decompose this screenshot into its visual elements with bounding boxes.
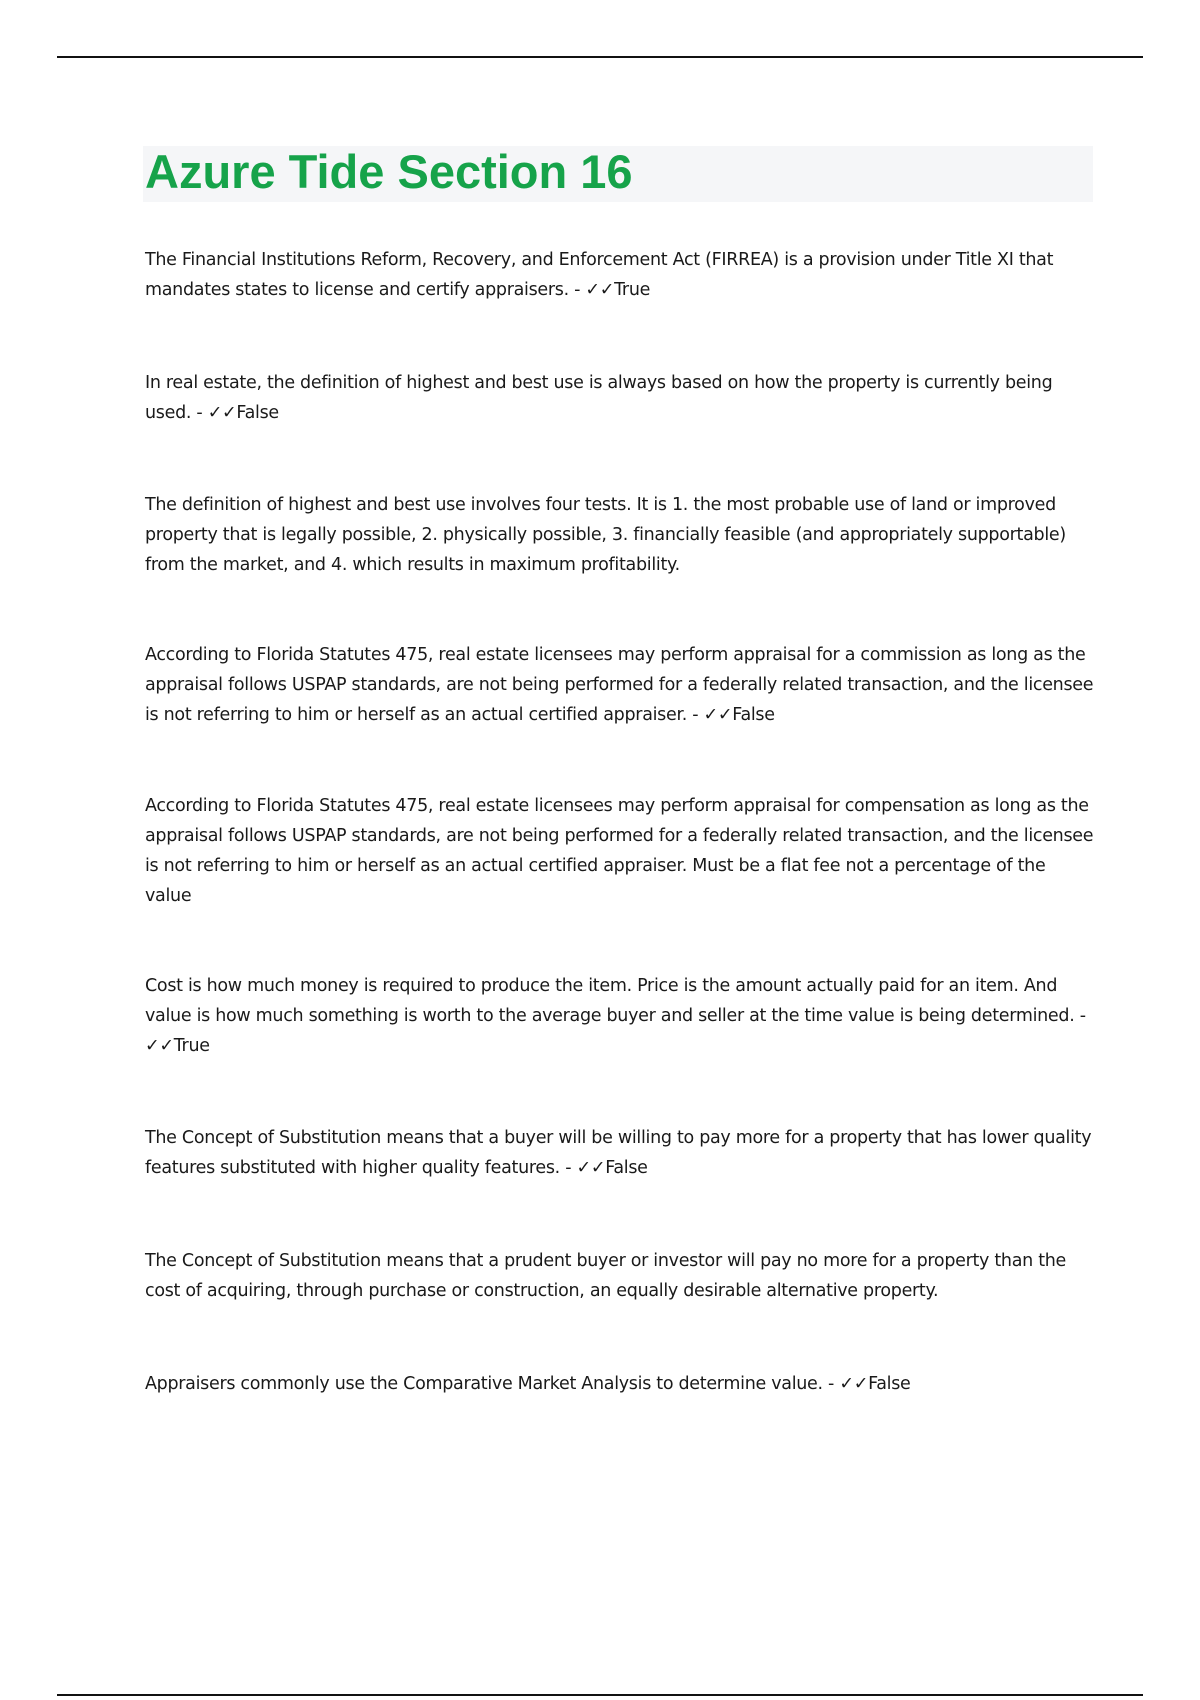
qa-question: Cost is how much money is required to produce the item. Price is the amount actually paid for an item. And value is how much something is worth to the average buyer and seller at the time value is being determined. bbox=[145, 976, 1075, 1026]
qa-question: According to Florida Statutes 475, real estate licensees may perform appraisal for compensation as long as the appraisal follows USPAP standards, are not being performed for a federally related transaction, and the licensee is not referring to him or herself as an actual certified appraiser. Must be a flat fee not a percentage of the value bbox=[145, 796, 1094, 906]
qa-question: The Financial Institutions Reform, Recovery, and Enforcement Act (FIRREA) is a provision under Title XI that mandates states to license and certify appraisers. bbox=[145, 250, 1054, 300]
qa-entry-1 bbox=[145, 245, 1095, 305]
qa-question: The Concept of Substitution means that a prudent buyer or investor will pay no more for a property than the cost of acquiring, through purchase or construction, an equally desirable alternative property. bbox=[145, 1251, 1067, 1301]
qa-answer: - ✓✓False bbox=[559, 1158, 648, 1178]
page-title: Azure Tide Section 16 bbox=[145, 145, 633, 198]
qa-entry-9 bbox=[145, 1369, 1095, 1399]
qa-entry-6 bbox=[145, 971, 1095, 1061]
qa-entry-8 bbox=[145, 1246, 1095, 1306]
qa-answer: - ✓✓False bbox=[191, 403, 279, 423]
qa-question: According to Florida Statutes 475, real estate licensees may perform appraisal for a commission as long as the appraisal follows USPAP standards, are not being performed for a federally related transaction, and the licensee is not referring to him or herself as an actual certified appraiser. bbox=[145, 645, 1094, 725]
qa-answer: - ✓✓False bbox=[687, 705, 775, 725]
qa-question: The definition of highest and best use involves four tests. It is 1. the most probable use of land or improved property that is legally possible, 2. physically possible, 3. financially feasible (and appropriately supportable) from the market, and 4. which results in maximum profitability. bbox=[145, 495, 1066, 575]
qa-entry-4 bbox=[145, 640, 1095, 730]
qa-entry-3 bbox=[145, 490, 1095, 580]
qa-question: In real estate, the definition of highest and best use is always based on how the property is currently being used. bbox=[145, 373, 1053, 423]
qa-answer: - ✓✓False bbox=[822, 1374, 911, 1394]
qa-entry-5 bbox=[145, 791, 1095, 911]
qa-answer: - ✓✓True bbox=[568, 280, 651, 300]
qa-question: The Concept of Substitution means that a buyer will be willing to pay more for a property that has lower quality features substituted with higher quality features. bbox=[145, 1128, 1092, 1178]
footer-rule bbox=[57, 1694, 1143, 1696]
qa-question: Appraisers commonly use the Comparative Market Analysis to determine value. bbox=[145, 1374, 823, 1394]
header-rule bbox=[57, 56, 1143, 58]
qa-entry-7 bbox=[145, 1123, 1095, 1183]
qa-entry-2 bbox=[145, 368, 1095, 428]
qa-answer: - ✓✓True bbox=[145, 1006, 1086, 1056]
